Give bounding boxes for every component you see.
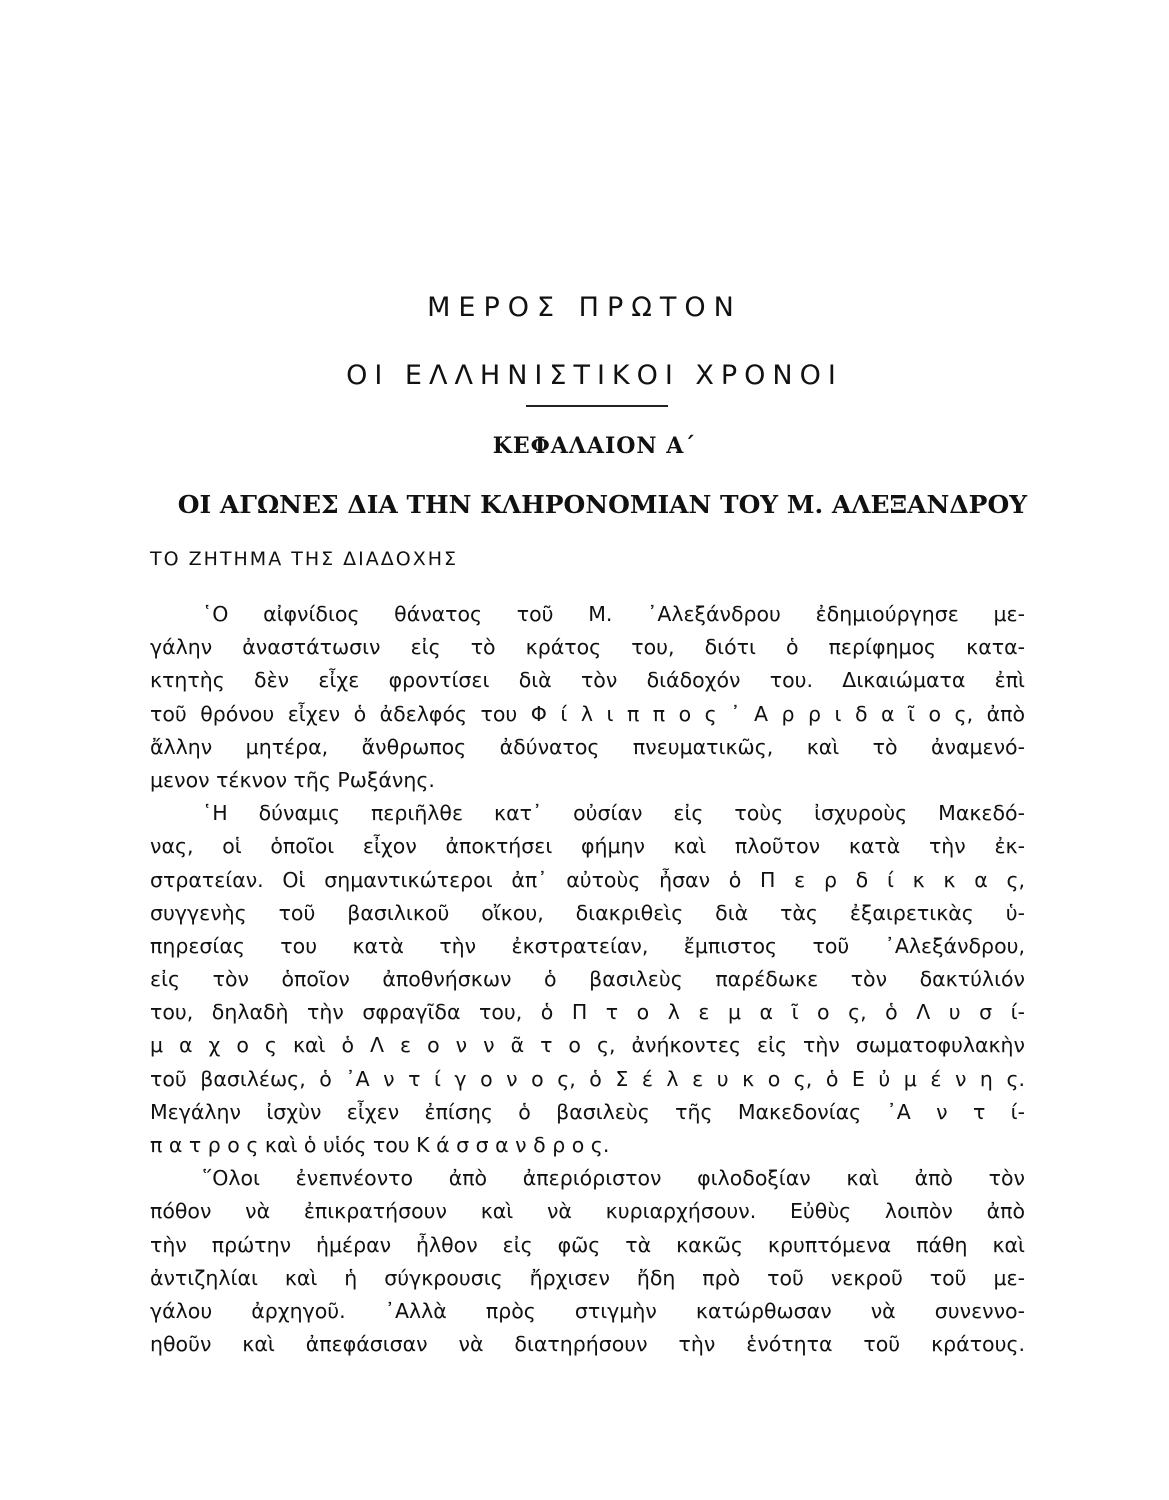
- text-line: μ α χ ο ς καὶ ὁ Λ ε ο ν ν ᾶ τ ο ς, ἀνήκοντες εἰς τὴν σωματοφυλακὴν: [150, 1033, 1025, 1058]
- text-line: κτητὴς δὲν εἶχε φροντίσει διὰ τὸν διάδοχόν του. Δικαιώματα ἐπὶ: [150, 668, 1025, 693]
- text-line: π α τ ρ ο ς καὶ ὁ υἱός του Κ ά σ σ α ν δ ρ ο ς.: [150, 1133, 610, 1157]
- text-line: γάλην ἀναστάτωσιν εἰς τὸ κράτος του, διότι ὁ περίφημος κατα-: [150, 635, 1025, 660]
- text-line: ηθοῦν καὶ ἀπεφάσισαν νὰ διατηρήσουν τὴν ἑνότητα τοῦ κράτους.: [150, 1332, 1025, 1357]
- text-line: ῞Ολοι ἐνεπνέοντο ἀπὸ ἀπεριόριστον φιλοδοξίαν καὶ ἀπὸ τὸν: [202, 1166, 1025, 1191]
- text-line: τὴν πρώτην ἡμέραν ἦλθον εἰς φῶς τὰ κακῶς κρυπτόμενα πάθη καὶ: [150, 1232, 1025, 1257]
- text-line: τοῦ βασιλέως, ὁ ᾿Α ν τ ί γ ο ν ο ς, ὁ Σ έ λ ε υ κ ο ς, ὁ Ε ὐ μ έ ν η ς.: [150, 1066, 1025, 1091]
- text-line: ἀντιζηλίαι καὶ ἡ σύγκρουσις ἤρχισεν ἤδη πρὸ τοῦ νεκροῦ τοῦ με-: [150, 1265, 1025, 1290]
- text-line: στρατείαν. Οἱ σημαντικώτεροι ἀπ᾿ αὐτοὺς ἦσαν ὁ Π ε ρ δ ί κ κ α ς,: [150, 867, 1025, 892]
- text-line: εἰς τὸν ὁποῖον ἀποθνήσκων ὁ βασιλεὺς παρέδωκε τὸν δακτύλιόν: [150, 967, 1025, 992]
- text-line: μενον τέκνον τῆς Ρωξάνης.: [150, 767, 435, 792]
- text-line: πόθον νὰ ἐπικρατήσουν καὶ νὰ κυριαρχήσουν. Εὐθὺς λοιπὸν ἀπὸ: [150, 1199, 1025, 1224]
- text-line: νας, οἱ ὁποῖοι εἶχον ἀποκτήσει φήμην καὶ πλοῦτον κατὰ τὴν ἐκ-: [150, 834, 1025, 859]
- text-line: ῾Ο αἰφνίδιος θάνατος τοῦ Μ. ᾿Αλεξάνδρου ἐδημιούργησε με-: [202, 602, 1025, 626]
- text-line: Μεγάλην ἰσχὺν εἶχεν ἐπίσης ὁ βασιλεὺς τῆς Μακεδονίας ᾿Α ν τ ί-: [150, 1099, 1025, 1124]
- text-line: γάλου ἀρχηγοῦ. ᾿Αλλὰ πρὸς στιγμὴν κατώρθωσαν νὰ συνεννο-: [150, 1298, 1025, 1323]
- era-title: ΟΙ ΕΛΛΗΝΙΣΤΙΚΟΙ ΧΡΟΝΟΙ: [346, 360, 843, 391]
- text-line: πηρεσίας του κατὰ τὴν ἐκστρατείαν, ἔμπιστος τοῦ ᾿Αλεξάνδρου,: [150, 933, 1025, 958]
- text-line: τοῦ θρόνου εἶχεν ὁ ἀδελφός του Φ ί λ ι π π ο ς ᾿ Α ρ ρ ι δ α ῖ ο ς, ἀπὸ: [150, 701, 1025, 726]
- text-line: ἄλλην μητέρα, ἄνθρωπος ἀδύνατος πνευματικῶς, καὶ τὸ ἀναμενό-: [150, 734, 1025, 759]
- text-line: του, δηλαδὴ τὴν σφραγῖδα του, ὁ Π τ ο λ ε μ α ῖ ο ς, ὁ Λ υ σ ί-: [150, 1000, 1025, 1025]
- chapter-label: ΚΕΦΑΛΑΙΟΝ Α΄: [492, 433, 697, 459]
- chapter-title: ΟΙ ΑΓΩΝΕΣ ΔΙΑ ΤΗΝ ΚΛΗΡΟΝΟΜΙΑΝ ΤΟΥ Μ. ΑΛΕΞΑΝΔΡΟΥ: [177, 490, 1028, 519]
- text-line: συγγενὴς τοῦ βασιλικοῦ οἴκου, διακριθεὶς διὰ τὰς ἐξαιρετικὰς ὑ-: [150, 900, 1025, 925]
- part-title: ΜΕΡΟΣ ΠΡΩΤΟΝ: [427, 292, 742, 323]
- section-title: ΤΟ ΖΗΤΗΜΑ ΤΗΣ ΔΙΑΔΟΧΗΣ: [150, 548, 459, 570]
- text-line: ῾Η δύναμις περιῆλθε κατ᾿ οὐσίαν εἰς τοὺς ἰσχυροὺς Μακεδό-: [202, 801, 1025, 826]
- body-text: [150, 598, 1025, 1361]
- title-divider: [526, 405, 668, 407]
